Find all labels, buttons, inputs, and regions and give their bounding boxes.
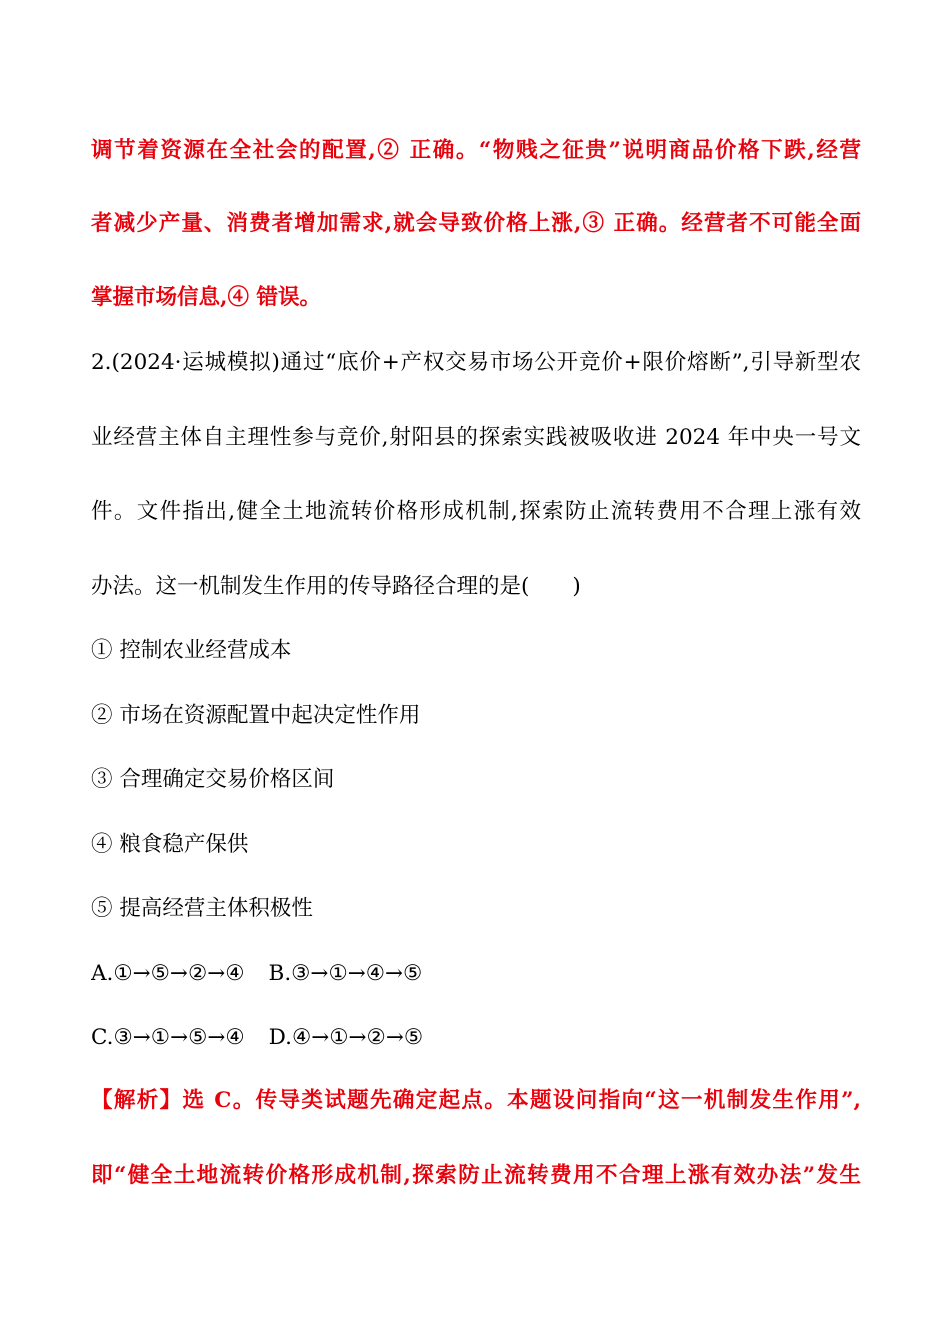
question-item-1: ① 控制农业经营成本 [91, 638, 292, 663]
question-item-5: ⑤ 提高经营主体积极性 [91, 896, 313, 921]
question-stem-line-3: 件。文件指出,健全土地流转价格形成机制,探索防止流转费用不合理上涨有效 [91, 499, 861, 524]
question-item-3: ③ 合理确定交易价格区间 [91, 767, 335, 792]
choice-d[interactable]: D.④→①→②→⑤ [268, 1025, 424, 1050]
question-stem-line-1: 2.(2024·运城模拟)通过“底价+产权交易市场公开竞价+限价熔断”,引导新型农 [91, 350, 861, 375]
choice-c[interactable]: C.③→①→⑤→④ [91, 1025, 245, 1050]
question-stem-line-4: 办法。这一机制发生作用的传导路径合理的是( ) [91, 574, 581, 599]
prev-analysis-line-2: 者减少产量、消费者增加需求,就会导致价格上涨,③ 正确。经营者不可能全面 [91, 211, 861, 236]
analysis-line-2: 即“健全土地流转价格形成机制,探索防止流转费用不合理上涨有效办法”发生 [91, 1163, 861, 1188]
analysis-label: 【解析】 [91, 1088, 183, 1113]
question-item-2: ② 市场在资源配置中起决定性作用 [91, 703, 421, 728]
prev-analysis-line-1: 调节着资源在全社会的配置,② 正确。“物贱之征贵”说明商品价格下跌,经营 [91, 138, 861, 163]
choice-a[interactable]: A.①→⑤→②→④ [91, 961, 245, 986]
prev-analysis-line-3: 掌握市场信息,④ 错误。 [91, 285, 321, 310]
question-item-4: ④ 粮食稳产保供 [91, 832, 249, 857]
analysis-line-1-text: 选 C。传导类试题先确定起点。本题设问指向“这一机制发生作用”, [182, 1088, 861, 1113]
question-stem-line-2: 业经营主体自主理性参与竞价,射阳县的探索实践被吸收进 2024 年中央一号文 [91, 425, 861, 450]
choice-b[interactable]: B.③→①→④→⑤ [268, 961, 423, 986]
choices-row-2 [91, 1023, 861, 1053]
analysis-line-1 [91, 1086, 861, 1116]
choices-row-1 [91, 959, 861, 989]
